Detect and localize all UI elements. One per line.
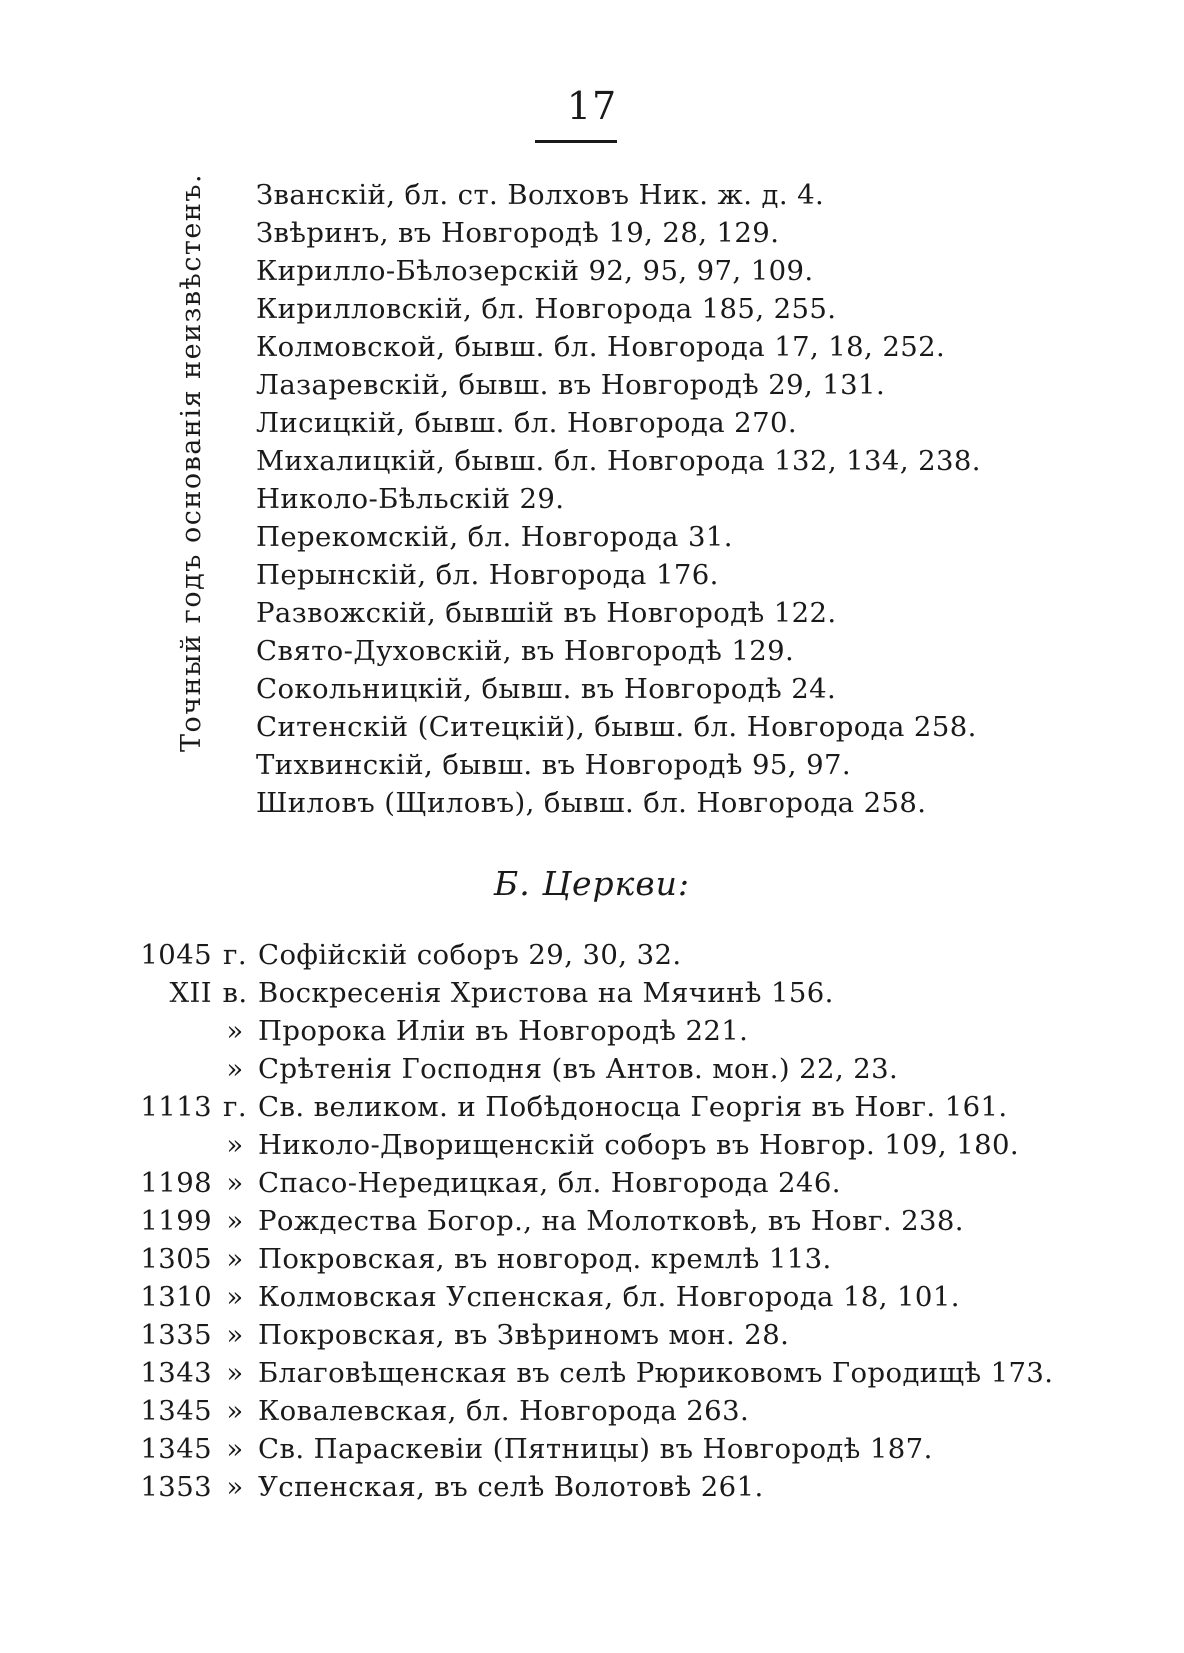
church-name: Ковалевская, бл. Новгорода 263. [258, 1395, 750, 1427]
church-name: Покровская, въ новгород. кремлѣ 113. [258, 1243, 832, 1275]
church-name: Николо-Дворищенскій соборъ въ Новгор. 109, 180. [258, 1129, 1020, 1161]
church-mark: » [226, 1281, 244, 1313]
list-item: Звѣринъ, въ Новгородѣ 19, 28, 129. [256, 217, 780, 249]
monastery-list [256, 176, 981, 822]
church-row [120, 936, 1080, 974]
list-item: Развожскій, бывшій въ Новгородѣ 122. [256, 597, 837, 629]
section-heading: Б. Церкви: [494, 864, 690, 903]
list-item: Кирилло-Бѣлозерскій 92, 95, 97, 109. [256, 255, 814, 287]
list-item: Лазаревскій, бывш. въ Новгородѣ 29, 131. [256, 369, 886, 401]
church-year: 1335 [140, 1319, 212, 1351]
church-mark: г. [223, 939, 247, 971]
church-row [120, 1278, 1080, 1316]
page-number: 17 [566, 84, 618, 128]
list-item: Колмовской, бывш. бл. Новгорода 17, 18, 252. [256, 331, 946, 363]
church-name: Покровская, въ Звѣриномъ мон. 28. [258, 1319, 790, 1351]
list-item: Кирилловскій, бл. Новгорода 185, 255. [256, 293, 837, 325]
church-mark: » [226, 1319, 244, 1351]
church-mark: » [226, 1357, 244, 1389]
church-year: 1198 [140, 1167, 212, 1199]
church-row [120, 1050, 1080, 1088]
church-mark: в. [222, 977, 248, 1009]
list-item: Перынскій, бл. Новгорода 176. [256, 559, 719, 591]
list-item: Званскій, бл. ст. Волховъ Ник. ж. д. 4. [256, 179, 825, 211]
church-name: Спасо-Нередицкая, бл. Новгорода 246. [258, 1167, 841, 1199]
church-name: Св. Параскевіи (Пятницы) въ Новгородѣ 187. [258, 1433, 933, 1465]
church-row [120, 1088, 1080, 1126]
church-row [120, 1240, 1080, 1278]
church-row [120, 1012, 1080, 1050]
church-name: Воскресенія Христова на Мячинѣ 156. [258, 977, 834, 1009]
church-row [120, 1126, 1080, 1164]
list-item: Тихвинскій, бывш. въ Новгородѣ 95, 97. [256, 749, 852, 781]
church-year: 1310 [140, 1281, 212, 1313]
list-item: Перекомскій, бл. Новгорода 31. [256, 521, 733, 553]
church-row [120, 1468, 1080, 1506]
church-row [120, 1392, 1080, 1430]
church-mark: » [226, 1129, 244, 1161]
church-year: 1045 [140, 939, 212, 971]
church-year: 1305 [140, 1243, 212, 1275]
church-mark: » [226, 1433, 244, 1465]
church-mark: » [226, 1053, 244, 1085]
church-year: 1113 [140, 1091, 212, 1123]
church-mark: » [226, 1205, 244, 1237]
church-mark: » [226, 1015, 244, 1047]
list-item: Лисицкій, бывш. бл. Новгорода 270. [256, 407, 798, 439]
church-year: 1353 [140, 1471, 212, 1503]
church-row [120, 1430, 1080, 1468]
church-list [120, 936, 1080, 1506]
church-name: Рождества Богор., на Молотковѣ, въ Новг. 238. [258, 1205, 964, 1237]
church-name: Успенская, въ селѣ Волотовѣ 261. [258, 1471, 764, 1503]
list-item: Шиловъ (Щиловъ), бывш. бл. Новгорода 258. [256, 787, 927, 819]
church-row [120, 1354, 1080, 1392]
church-row [120, 1164, 1080, 1202]
church-mark: г. [223, 1091, 247, 1123]
list-item: Николо-Бѣльскій 29. [256, 483, 565, 515]
church-year: XII [169, 977, 212, 1009]
church-row [120, 1316, 1080, 1354]
church-year: 1343 [140, 1357, 212, 1389]
church-name: Св. великом. и Побѣдоносца Георгія въ Новг. 161. [258, 1091, 1008, 1123]
church-year: 1345 [140, 1433, 212, 1465]
church-name: Пророка Иліи въ Новгородѣ 221. [258, 1015, 749, 1047]
list-item: Сокольницкій, бывш. въ Новгородѣ 24. [256, 673, 837, 705]
church-row [120, 1202, 1080, 1240]
church-name: Срѣтенія Господня (въ Антов. мон.) 22, 23. [258, 1053, 899, 1085]
church-name: Колмовская Успенская, бл. Новгорода 18, 101. [258, 1281, 960, 1313]
church-year: 1345 [140, 1395, 212, 1427]
church-mark: » [226, 1243, 244, 1275]
church-mark: » [226, 1395, 244, 1427]
church-mark: » [226, 1167, 244, 1199]
church-mark: » [226, 1471, 244, 1503]
vertical-note: Точный годъ основанія неизвѣстенъ. [176, 172, 207, 752]
page-number-rule [535, 140, 617, 143]
church-row [120, 974, 1080, 1012]
list-item: Михалицкій, бывш. бл. Новгорода 132, 134, 238. [256, 445, 981, 477]
church-name: Софійскій соборъ 29, 30, 32. [258, 939, 682, 971]
list-item: Ситенскій (Ситецкій), бывш. бл. Новгорода 258. [256, 711, 977, 743]
church-year: 1199 [140, 1205, 212, 1237]
list-item: Свято-Духовскій, въ Новгородѣ 129. [256, 635, 795, 667]
church-name: Благовѣщенская въ селѣ Рюриковомъ Городищѣ 173. [258, 1357, 1054, 1389]
